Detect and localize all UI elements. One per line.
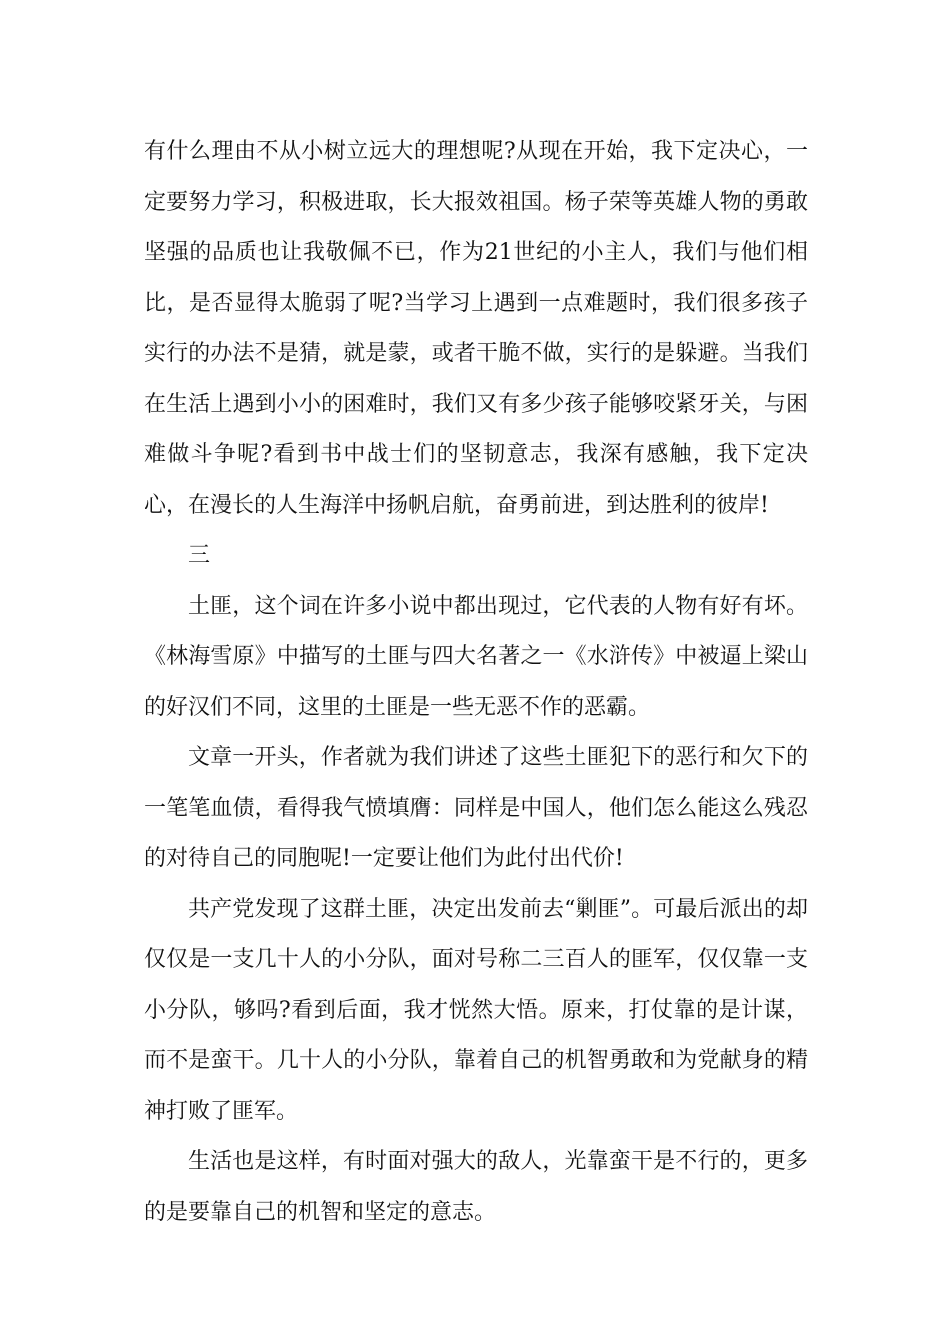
document-body: [144, 127, 808, 1238]
section-heading: 三: [188, 543, 211, 568]
paragraph-opening: 文章一开头，作者就为我们讲述了这些土匪犯下的恶行和欠下的一笔笔血债，看得我气愤填膺：同样是中国人，他们怎么能这么残忍的对待自己的同胞呢!一定要让他们为此付出代价!: [144, 745, 808, 871]
paragraph-squad: 共产党发现了这群土匪，决定出发前去“剿匪”。可最后派出的却仅仅是一支几十人的小分队，面对号称二三百人的匪军，仅仅靠一支小分队，够吗?看到后面，我才恍然大悟。原来，打仗靠的是计谋，而不是蛮干。几十人的小分队，靠着自己的机智勇敢和为党献身的精神打败了匪军。: [144, 896, 808, 1124]
paragraph-bandits-intro: 土匪，这个词在许多小说中都出现过，它代表的人物有好有坏。《林海雪原》中描写的土匪与四大名著之一《水浒传》中被逼上梁山的好汉们不同，这里的土匪是一些无恶不作的恶霸。: [144, 593, 808, 720]
paragraph-continuation: 有什么理由不从小树立远大的理想呢?从现在开始，我下定决心，一定要努力学习，积极进取，长大报效祖国。杨子荣等英雄人物的勇敢坚强的品质也让我敬佩不已，作为21世纪的小主人，我们与他们相比，是否显得太脆弱了呢?当学习上遇到一点难题时，我们很多孩子实行的办法不是猜，就是蒙，或者干脆不做，实行的是躲避。当我们在生活上遇到小小的困难时，我们又有多少孩子能够咬紧牙关，与困难做斗争呢?看到书中战士们的坚韧意志，我深有感触，我下定决心，在漫长的人生海洋中扬帆启航，奋勇前进，到达胜利的彼岸!: [144, 139, 808, 518]
paragraph-conclusion: 生活也是这样，有时面对强大的敌人，光靠蛮干是不行的，更多的是要靠自己的机智和坚定的意志。: [144, 1149, 808, 1225]
